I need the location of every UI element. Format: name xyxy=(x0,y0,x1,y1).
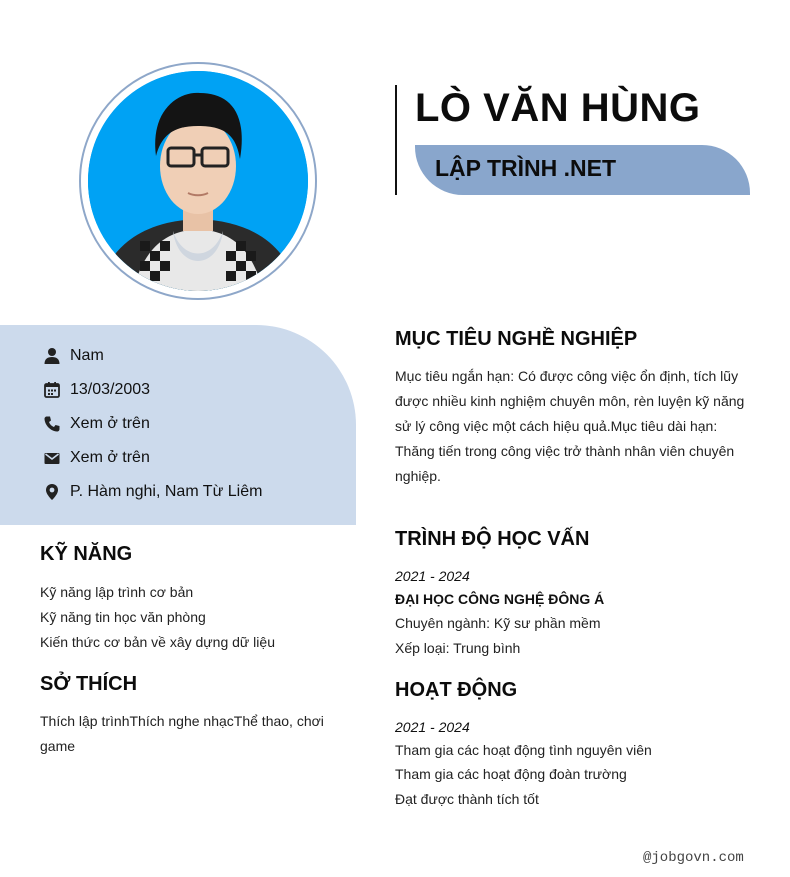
phone-icon xyxy=(43,415,61,433)
skill-item: Kỹ năng lập trình cơ bản xyxy=(40,584,194,600)
gender-text: Nam xyxy=(70,347,104,364)
avatar xyxy=(88,71,308,291)
skills-heading: KỸ NĂNG xyxy=(40,543,133,565)
contact-phone xyxy=(43,412,150,436)
school-name: ĐẠI HỌC CÔNG NGHỆ ĐÔNG Á xyxy=(395,591,605,607)
skill-item: Kiến thức cơ bản về xây dựng dữ liệu xyxy=(40,634,275,650)
education-period: 2021 - 2024 xyxy=(395,568,470,584)
footer-watermark: @jobgovn.com xyxy=(643,850,744,866)
contact-email xyxy=(43,446,150,470)
profile-photo xyxy=(88,71,308,291)
contact-address xyxy=(43,480,262,504)
activity-item: Tham gia các hoạt động tình nguyên viên xyxy=(395,742,652,758)
location-pin-icon xyxy=(43,483,61,501)
objective-heading: MỤC TIÊU NGHỀ NGHIỆP xyxy=(395,328,638,350)
objective-text: Mục tiêu ngắn hạn: Có được công việc ổn định, tích lũy được nhiều kinh nghiệm chuyên môn, rèn luyện kỹ năng sử lý công việc một cách hiệu quả.Mục tiêu dài hạn: Thăng tiến trong công việc trở thành nhân viên chuyên nghiệp. xyxy=(395,368,745,484)
calendar-icon xyxy=(43,381,61,399)
contact-gender xyxy=(43,344,104,368)
activities-heading: HOẠT ĐỘNG xyxy=(395,679,518,701)
hobbies-text: Thích lập trìnhThích nghe nhạcThể thao, chơi game xyxy=(40,713,324,754)
education-heading: TRÌNH ĐỘ HỌC VẤN xyxy=(395,528,590,550)
activity-item: Đạt được thành tích tốt xyxy=(395,791,539,807)
hobbies-heading: SỞ THÍCH xyxy=(40,673,138,695)
name-divider xyxy=(395,85,397,195)
contact-birthday xyxy=(43,378,150,402)
person-icon xyxy=(43,347,61,365)
phone-text: Xem ở trên xyxy=(70,415,150,432)
address-text: P. Hàm nghi, Nam Từ Liêm xyxy=(70,483,263,500)
candidate-name: LÒ VĂN HÙNG xyxy=(415,86,701,130)
education-rank: Xếp loại: Trung bình xyxy=(395,640,521,656)
email-text: Xem ở trên xyxy=(70,449,150,466)
job-title: LẬP TRÌNH .NET xyxy=(435,155,617,181)
education-major: Chuyên ngành: Kỹ sư phần mềm xyxy=(395,615,601,631)
skill-item: Kỹ năng tin học văn phòng xyxy=(40,609,206,625)
activity-item: Tham gia các hoạt động đoàn trường xyxy=(395,766,627,782)
activities-period: 2021 - 2024 xyxy=(395,719,470,735)
birthday-text: 13/03/2003 xyxy=(70,381,151,398)
email-icon xyxy=(43,449,61,467)
